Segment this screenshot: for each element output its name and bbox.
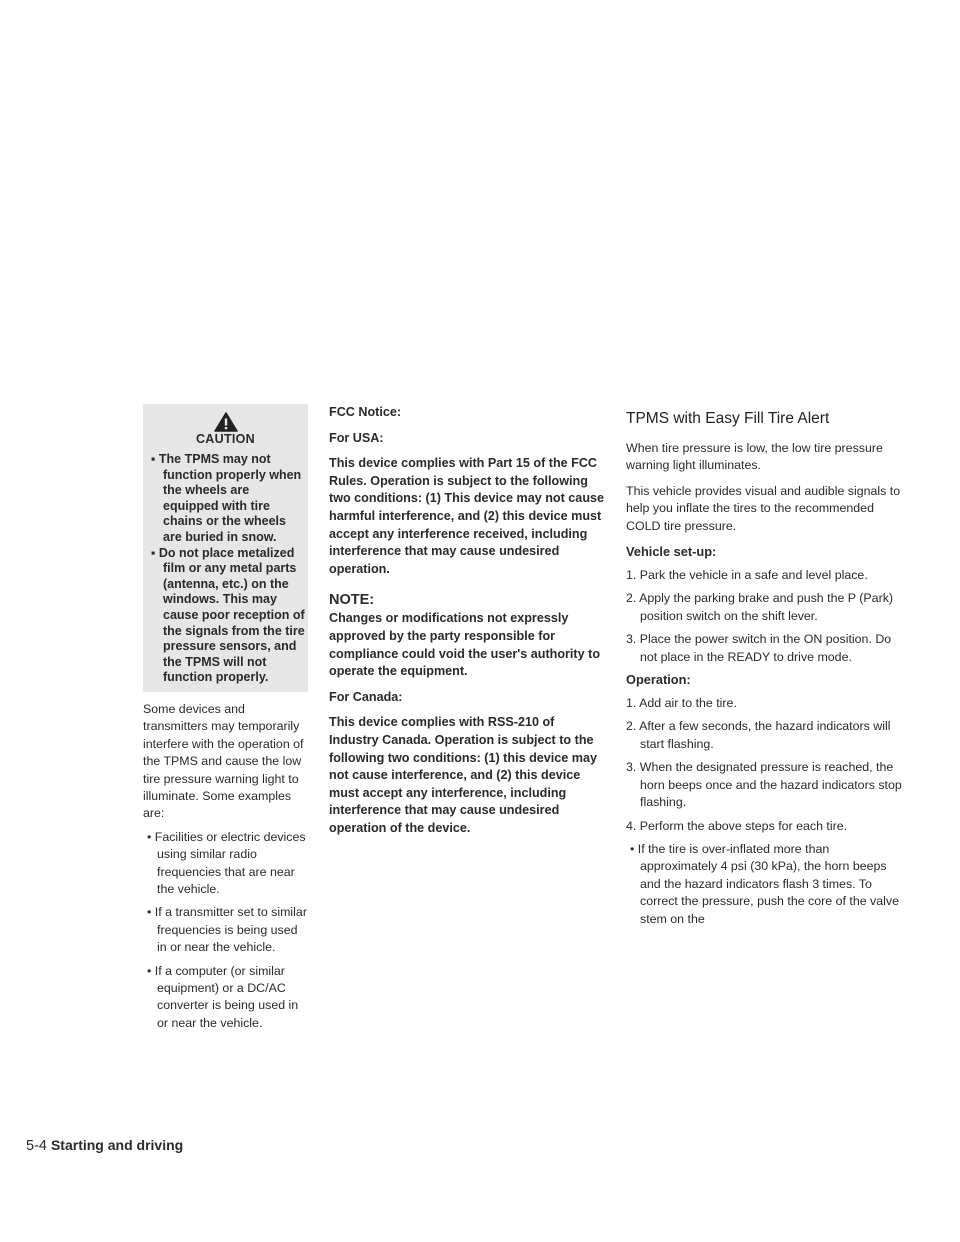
column-left: [143, 404, 308, 1032]
interference-intro: Some devices and transmitters may temporarily interfere with the operation of the TPMS and cause the low tire pressure warning light to illuminate. Some examples are:: [143, 701, 304, 821]
list-item: • Facilities or electric devices using similar radio frequencies that are near the vehicle.: [147, 829, 306, 896]
overinflation-note: [626, 841, 904, 928]
caution-item: ▪ Do not place metalized film or any metal parts (antenna, etc.) on the windows. This may cause poor reception of the signals from the tire pressure sensors, and the TPMS will not function properly.: [151, 545, 305, 685]
column-right: [626, 404, 904, 928]
canada-compliance-text: This device complies with RSS-210 of Industry Canada. Operation is subject to the following two conditions: (1) this device may not cause interference, and (2) this device must accept any interference, including interference that may cause undesired operation of the device.: [329, 715, 597, 835]
list-item: 1. Add air to the tire.: [626, 696, 737, 711]
list-item: 1. Park the vehicle in a safe and level place.: [626, 568, 868, 583]
operation-heading: Operation:: [626, 672, 691, 688]
list-item: • If a computer (or similar equipment) or a DC/AC converter is being used in or near the vehicle.: [147, 963, 299, 1030]
setup-steps: [626, 567, 904, 666]
page-footer: [26, 1137, 183, 1154]
list-item: 4. Perform the above steps for each tire.: [626, 818, 848, 833]
paragraph: When tire pressure is low, the low tire pressure warning light illuminates.: [626, 441, 883, 473]
list-item: 3. Place the power switch in the ON position. Do not place in the READY to drive mode.: [626, 632, 892, 664]
usa-compliance-text: This device complies with Part 15 of the FCC Rules. Operation is subject to the following two conditions: (1) This device may not cause harmful interference, and (2) this device must accept any interference received, including interference that may cause undesired operation.: [329, 456, 605, 576]
for-canada-heading: For Canada:: [329, 689, 403, 704]
warning-icon: [214, 412, 238, 432]
caution-list: [143, 452, 308, 686]
list-item: • If the tire is over-inflated more than approximately 4 psi (30 kPa), the horn beeps and the hazard indicators flash 3 times. To correct the pressure, push the core of the valve stem on the: [630, 841, 899, 926]
caution-header: [143, 412, 308, 446]
page-number: 5-4: [26, 1138, 47, 1154]
section-name: Starting and driving: [50, 1137, 184, 1153]
list-item: 2. After a few seconds, the hazard indicators will start flashing.: [626, 719, 891, 751]
column-middle: [329, 404, 605, 845]
note-text: Changes or modifications not expressly approved by the party responsible for compliance could void the user's authority to operate the equipment.: [329, 611, 601, 679]
note-heading: NOTE:: [329, 592, 375, 609]
setup-heading: Vehicle set-up:: [626, 544, 717, 560]
fcc-notice-heading: FCC Notice:: [329, 405, 402, 419]
section-title: TPMS with Easy Fill Tire Alert: [626, 410, 830, 427]
caution-item: ▪ The TPMS may not function properly when the wheels are equipped with tire chains or the wheels are buried in snow.: [151, 452, 302, 544]
for-usa-heading: For USA:: [329, 430, 384, 445]
list-item: • If a transmitter set to similar frequencies is being used in or near the vehicle.: [147, 905, 307, 955]
paragraph: This vehicle provides visual and audible signals to help you inflate the tires to the recommended COLD tire pressure.: [626, 483, 901, 533]
list-item: 2. Apply the parking brake and push the P (Park) position switch on the shift lever.: [626, 591, 894, 623]
interference-examples: [143, 829, 308, 1032]
operation-steps: [626, 695, 904, 835]
list-item: 3. When the designated pressure is reached, the horn beeps once and the hazard indicators stop flashing.: [626, 760, 902, 810]
caution-box: [143, 404, 308, 692]
caution-title: CAUTION: [195, 432, 256, 446]
